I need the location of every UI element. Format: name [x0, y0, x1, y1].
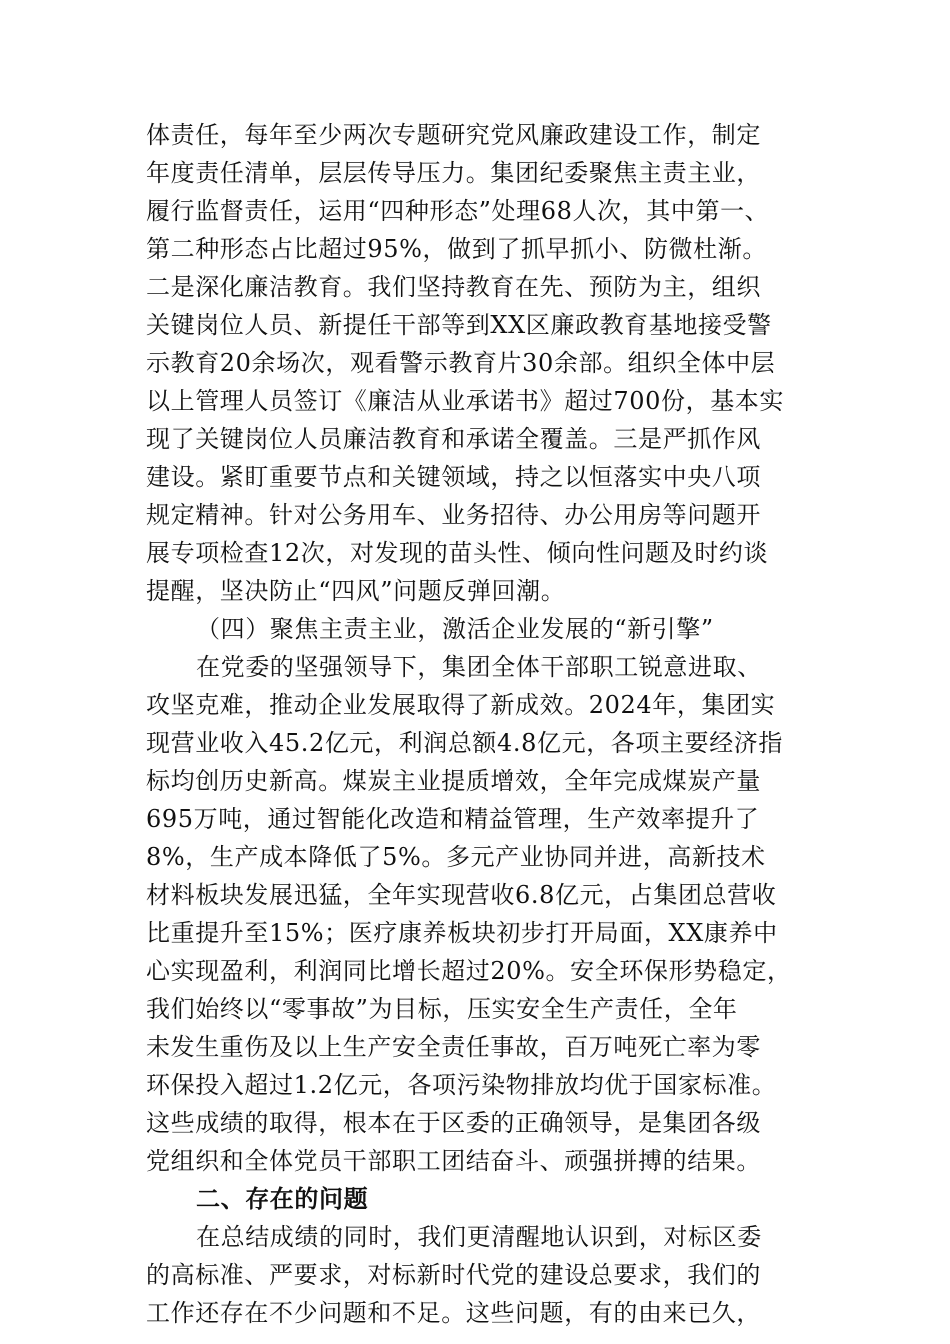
paragraph-line: 在总结成绩的同时，我们更清醒地认识到，对标区委 — [196, 1223, 762, 1251]
paragraph-line: 的高标准、严要求，对标新时代党的建设总要求，我们的 — [146, 1261, 761, 1289]
paragraph-line: 工作还存在不少问题和不足。这些问题，有的由来已久， — [146, 1299, 761, 1327]
paragraph-line: 年度责任清单，层层传导压力。集团纪委聚焦主责主业， — [146, 159, 761, 187]
paragraph-line: 履行监督责任，运用“四种形态”处理68人次，其中第一、 — [146, 197, 770, 225]
paragraph-line: 现了关键岗位人员廉洁教育和承诺全覆盖。三是严抓作风 — [146, 425, 761, 453]
paragraph-line: 关键岗位人员、新提任干部等到XX区廉政教育基地接受警 — [146, 311, 772, 339]
paragraph-line: 心实现盈利，利润同比增长超过20%。安全环保形势稳定， — [146, 957, 792, 985]
paragraph-line: 695万吨，通过智能化改造和精益管理，生产效率提升了 — [146, 805, 760, 833]
paragraph-line: 示教育20余场次，观看警示教育片30余部。组织全体中层 — [146, 349, 776, 377]
paragraph-line: 以上管理人员签订《廉洁从业承诺书》超过700份，基本实 — [146, 387, 785, 415]
paragraph-line: 比重提升至15%；医疗康养板块初步打开局面，XX康养中 — [146, 919, 778, 947]
paragraph-line: 规定精神。针对公务用车、业务招待、办公用房等问题开 — [146, 501, 761, 529]
paragraph-line: 二是深化廉洁教育。我们坚持教育在先、预防为主，组织 — [146, 273, 761, 301]
paragraph-line: 在党委的坚强领导下，集团全体干部职工锐意进取、 — [196, 653, 762, 681]
paragraph-line: 提醒，坚决防止“四风”问题反弹回潮。 — [146, 577, 566, 605]
paragraph-line: 这些成绩的取得，根本在于区委的正确领导，是集团各级 — [146, 1109, 761, 1137]
paragraph-line: 攻坚克难，推动企业发展取得了新成效。2024年，集团实 — [146, 691, 776, 719]
paragraph-line: 标均创历史新高。煤炭主业提质增效，全年完成煤炭产量 — [146, 767, 761, 795]
paragraph-line: 展专项检查12次，对发现的苗头性、倾向性问题及时约谈 — [146, 539, 769, 567]
paragraph-line: 党组织和全体党员干部职工团结奋斗、顽强拼搏的结果。 — [146, 1147, 761, 1175]
paragraph-line: 我们始终以“零事故”为目标，压实安全生产责任，全年 — [146, 995, 738, 1023]
paragraph-line: 体责任，每年至少两次专题研究党风廉政建设工作，制定 — [146, 121, 761, 149]
paragraph-line: 现营业收入45.2亿元，利润总额4.8亿元，各项主要经济指 — [146, 729, 784, 757]
paragraph-line: 材料板块发展迅猛，全年实现营收6.8亿元，占集团总营收 — [146, 881, 777, 909]
subsection-heading: （四）聚焦主责主业，激活企业发展的“新引擎” — [196, 615, 714, 643]
paragraph-line: 建设。紧盯重要节点和关键领域，持之以恒落实中央八项 — [146, 463, 761, 491]
paragraph-line: 环保投入超过1.2亿元，各项污染物排放均优于国家标准。 — [146, 1071, 777, 1099]
paragraph-line: 未发生重伤及以上生产安全责任事故，百万吨死亡率为零 — [146, 1033, 761, 1061]
section-heading: 二、存在的问题 — [196, 1184, 369, 1213]
document-body — [146, 116, 826, 1332]
paragraph-line: 第二种形态占比超过95%，做到了抓早抓小、防微杜渐。 — [146, 235, 767, 263]
paragraph-line: 8%，生产成本降低了5%。多元产业协同并进，高新技术 — [146, 843, 766, 871]
